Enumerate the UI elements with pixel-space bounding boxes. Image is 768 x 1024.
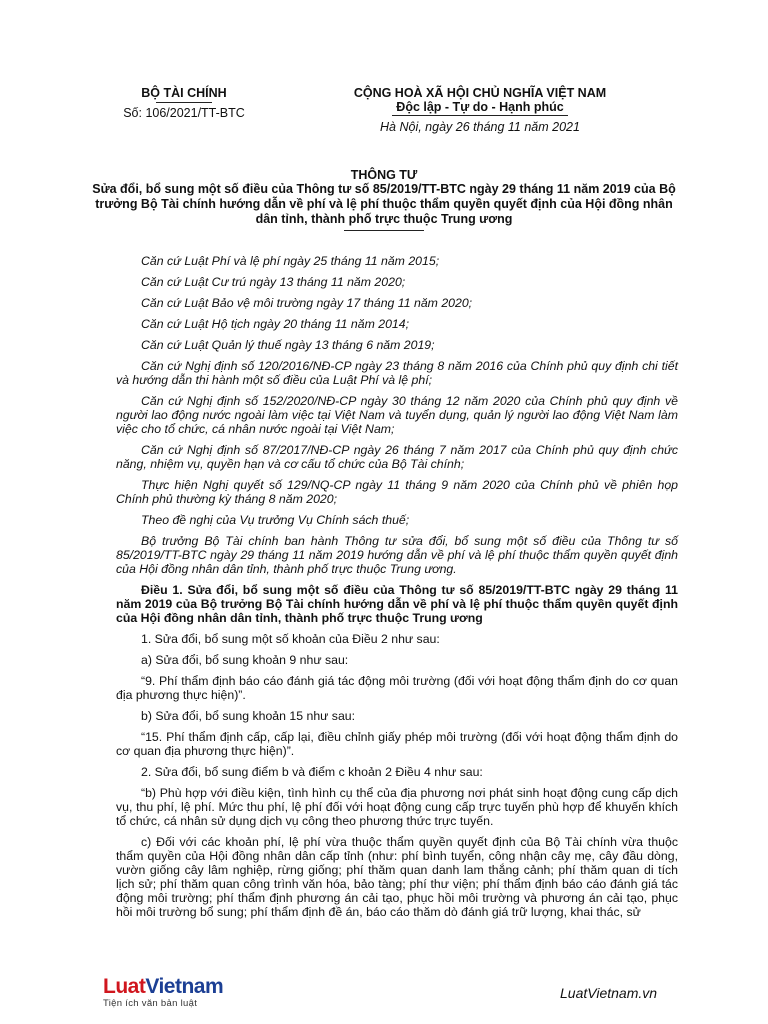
issuer-name: BỘ TÀI CHÍNH [141,86,227,100]
document-number: Số: 106/2021/TT-BTC [123,106,245,120]
document-title-block [90,168,678,231]
logo-part-luat: Luat [103,975,146,998]
body-paragraph: Căn cứ Luật Phí và lệ phí ngày 25 tháng 11 năm 2015; [141,254,440,268]
body-paragraph: Căn cứ Nghị định số 152/2020/NĐ-CP ngày 30 tháng 12 năm 2020 của Chính phủ quy định về người lao động nước ngoài làm việc tại Việt Nam và tuyển dụng, quản lý người lao động Việt Nam làm việc cho tổ chức, cá nhân nước ngoài tại Việt Nam; [116,394,678,436]
body-paragraph: 1. Sửa đổi, bổ sung một số khoản của Điều 2 như sau: [141,632,440,646]
logo-part-vietnam: Vietnam [145,975,224,998]
body-paragraph: c) Đối với các khoản phí, lệ phí vừa thuộc thẩm quyền quyết định của Bộ Tài chính vừa thuộc thẩm quyền của Hội đồng nhân dân cấp tỉnh (như: phí bình tuyển, công nhận cây mẹ, cây đầu dòng, vườn giống cây lâm nghiệp, rừng giống; phí thăm quan danh lam thắng cảnh; phí thăm quan di tích lịch sử; phí thăm quan công trình văn hóa, bảo tàng; phí thư viện; phí thẩm định báo cáo đánh giá tác động môi trường; phí thẩm định phương án cải tạo, phục hồi môi trường và phương án cải tạo, phục hồi môi trường bổ sung; phí thẩm định đề án, báo cáo thăm dò đánh giá trữ lượng, khai thác, sử [116,835,678,919]
body-paragraph: Căn cứ Luật Quản lý thuế ngày 13 tháng 6 năm 2019; [141,338,435,352]
body-paragraph: Bộ trưởng Bộ Tài chính ban hành Thông tư sửa đổi, bổ sung một số điều của Thông tư số 85/2019/TT-BTC ngày 29 tháng 11 năm 2019 hướng dẫn về phí và lệ phí thuộc thẩm quyền quyết định của Hội đồng nhân dân tỉnh, thành phố trực thuộc Trung ương. [116,534,678,576]
body-paragraph: Căn cứ Luật Cư trú ngày 13 tháng 11 năm 2020; [141,275,406,289]
body-paragraph: Theo đề nghị của Vụ trưởng Vụ Chính sách thuế; [141,513,410,527]
body-paragraph: Căn cứ Luật Bảo vệ môi trường ngày 17 tháng 11 năm 2020; [141,296,473,310]
footer-site-link[interactable]: LuatVietnam.vn [560,985,658,1001]
body-paragraph: b) Sửa đổi, bổ sung khoản 15 như sau: [141,709,356,723]
body-paragraph: Điều 1. Sửa đổi, bổ sung một số điều của Thông tư số 85/2019/TT-BTC ngày 29 tháng 11 năm 2019 của Bộ trưởng Bộ Tài chính hướng dẫn về phí và lệ phí thuộc thẩm quyền quyết định của Hội đồng nhân dân tỉnh, thành phố trực thuộc Trung ương [116,583,678,625]
logo-wordmark [103,976,223,998]
body-paragraph: Căn cứ Nghị định số 120/2016/NĐ-CP ngày 23 tháng 8 năm 2016 của Chính phủ quy định chi tiết và hướng dẫn thi hành một số điều của Luật Phí và lệ phí; [116,359,678,387]
place-date: Hà Nội, ngày 26 tháng 11 năm 2021 [380,120,580,134]
document-type: THÔNG TƯ [350,168,418,182]
body-paragraph: Thực hiện Nghị quyết số 129/NQ-CP ngày 11 tháng 9 năm 2020 của Chính phủ về phiên họp Chính phủ thường kỳ tháng 8 năm 2020; [116,478,678,506]
body-paragraph: 2. Sửa đổi, bổ sung điểm b và điểm c khoản 2 Điều 4 như sau: [141,765,483,779]
body-paragraph: “9. Phí thẩm định báo cáo đánh giá tác động môi trường (đối với hoạt động thẩm định do cơ quan địa phương thực hiện)”. [116,674,678,702]
body-paragraph: Căn cứ Nghị định số 87/2017/NĐ-CP ngày 26 tháng 7 năm 2017 của Chính phủ quy định chức năng, nhiệm vụ, quyền hạn và cơ cấu tổ chức của Bộ Tài chính; [116,443,678,471]
issuer-block [84,86,284,120]
logo-tagline: Tiện ích văn bản luật [103,998,198,1009]
issuer-underline [156,102,212,103]
body-paragraph: a) Sửa đổi, bổ sung khoản 9 như sau: [141,653,349,667]
national-title: CỘNG HOÀ XÃ HỘI CHỦ NGHĨA VIỆT NAM [353,86,607,100]
document-summary: Sửa đổi, bổ sung một số điều của Thông tư số 85/2019/TT-BTC ngày 29 tháng 11 năm 2019 của Bộ trưởng Bộ Tài chính hướng dẫn về phí và lệ phí thuộc thẩm quyền quyết định của Hội đồng nhân dân tỉnh, thành phố trực thuộc Trung ương [92,182,676,226]
national-block [290,86,670,134]
body-paragraph: “b) Phù hợp với điều kiện, tình hình cụ thể của địa phương nơi phát sinh hoạt động cung cấp dịch vụ, thu phí, lệ phí. Mức thu phí, lệ phí đối với hoạt động cung cấp trực tuyến phù hợp để khuyến khích tổ chức, cá nhân sử dụng dịch vụ công theo phương thức trực tuyến. [116,786,678,828]
document-body [116,254,678,926]
title-underline [344,230,424,231]
national-motto: Độc lập - Tự do - Hạnh phúc [396,100,564,114]
body-paragraph: “15. Phí thẩm định cấp, cấp lại, điều chỉnh giấy phép môi trường (đối với hoạt động thẩm định do cơ quan địa phương thực hiện)”. [116,730,678,758]
motto-underline [392,115,568,116]
luatvietnam-logo[interactable] [103,976,223,1009]
body-paragraph: Căn cứ Luật Hộ tịch ngày 20 tháng 11 năm 2014; [141,317,410,331]
